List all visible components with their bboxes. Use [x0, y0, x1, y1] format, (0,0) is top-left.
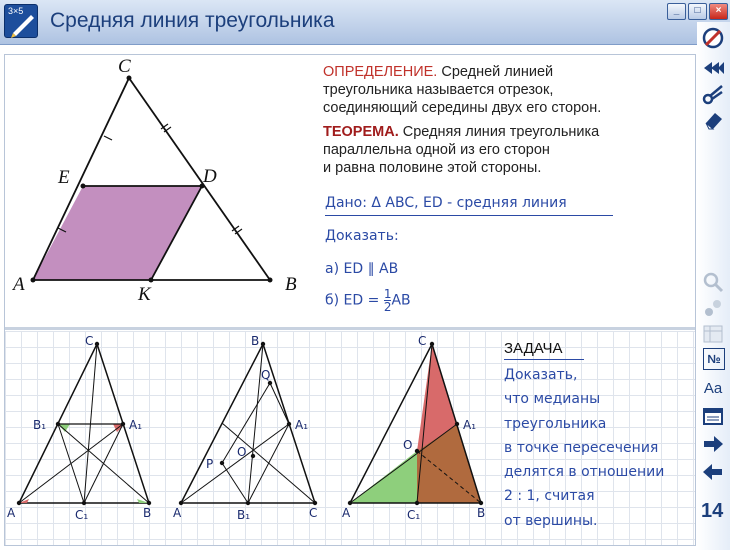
figure-2-centroid-proof [173, 334, 317, 522]
task-underline [504, 359, 584, 360]
right-toolbar [697, 22, 730, 550]
next-icon[interactable] [701, 432, 725, 456]
minimize-button[interactable]: _ [667, 3, 686, 20]
given-underline [325, 215, 613, 216]
figure-3-area-split [342, 334, 485, 522]
prove-item-b-prefix: б) ED = [325, 292, 380, 309]
fig2-a1-label: A₁ [295, 418, 309, 432]
title-bar [0, 0, 730, 45]
maximize-button[interactable]: □ [688, 3, 707, 20]
fig2-c-label: C [309, 506, 318, 520]
task-line: Доказать, [504, 367, 578, 383]
vertex-b-label: B [285, 274, 297, 295]
fig2-q-label: Q [261, 368, 271, 382]
fig2-a-label: A [173, 506, 182, 520]
fig2-b-label: B [251, 334, 260, 348]
vertex-c-label: C [118, 56, 131, 77]
theorem-line-1: Средняя линия треугольника [402, 124, 600, 140]
prove-item-b [325, 288, 411, 313]
theorem-panel [5, 55, 695, 325]
eraser-icon[interactable] [701, 108, 725, 132]
fig3-a1-label: A₁ [463, 418, 477, 432]
task-text [504, 363, 694, 533]
fig3-b-label: B [477, 506, 486, 520]
definition-line-1: Средней линией [441, 64, 554, 80]
number-icon[interactable]: № [703, 348, 725, 370]
fig1-a-label: A [7, 506, 16, 520]
no-entry-icon[interactable] [701, 26, 725, 50]
fig1-c-label: C [85, 334, 94, 348]
main-triangle-figure [5, 55, 315, 325]
definition-line-2: треугольника называется отрезок, [323, 82, 554, 98]
window-title: Средняя линия треугольника [50, 9, 335, 32]
task-line: в точке пересечения [504, 439, 659, 456]
pencil-icon [5, 5, 39, 39]
fig2-p-label: P [206, 457, 214, 471]
rewind-icon[interactable] [701, 56, 725, 80]
theorem-label: ТЕОРЕМА. [323, 124, 399, 140]
fig3-o-label: O [403, 438, 413, 452]
theorem-line-3: и равна половине этой стороны. [323, 160, 542, 176]
definition-line-3: соединяющий середины двух его сторон. [323, 100, 602, 116]
font-icon[interactable]: Aa [703, 379, 723, 397]
fig3-a-label: A [342, 506, 351, 520]
page-number: 14 [701, 500, 724, 522]
fig2-b1-label: B₁ [237, 508, 251, 522]
fig3-c1-label: C₁ [407, 508, 421, 522]
theorem-line-2: параллельна одной из его сторон [323, 142, 550, 158]
fig1-b-label: B [143, 506, 152, 520]
prove-label: Доказать: [325, 228, 399, 244]
task-line: треугольника [504, 415, 607, 432]
given-text: Дано: Δ ABC, ED - средняя линия [325, 195, 567, 211]
task-line: делятся в отношении [504, 464, 665, 481]
task-title: ЗАДАЧА [504, 340, 563, 357]
point-d-label: D [203, 166, 217, 187]
task-line: что медианы [504, 391, 601, 408]
app-icon-label: 3×5 [8, 6, 24, 16]
fig1-b1-label: B₁ [33, 418, 47, 432]
fig2-o-label: O [237, 445, 247, 459]
fig1-a1-label: A₁ [129, 418, 143, 432]
table-icon[interactable] [701, 322, 725, 346]
settings-icon[interactable] [701, 296, 725, 320]
scissors-icon[interactable] [701, 82, 725, 106]
vertex-a-label: A [13, 274, 25, 295]
point-k-label: K [138, 284, 151, 305]
back-icon[interactable] [701, 460, 725, 484]
app-icon[interactable] [4, 4, 38, 38]
prove-item-b-suffix: AB [391, 292, 411, 309]
definition-text [323, 63, 693, 177]
definition-label: ОПРЕДЕЛЕНИЕ. [323, 64, 438, 80]
fig1-c1-label: C₁ [75, 508, 89, 522]
task-line: 2 : 1, считая [504, 488, 595, 505]
point-e-label: E [58, 167, 70, 188]
zoom-icon[interactable] [701, 270, 725, 294]
close-button[interactable]: × [709, 3, 728, 20]
panel-divider [5, 327, 695, 330]
task-line: от вершины. [504, 512, 598, 529]
prove-item-a: а) ED ∥ AB [325, 261, 399, 277]
fraction-denominator: 2 [383, 300, 392, 314]
fig3-c-label: C [418, 334, 427, 348]
median-figures [5, 331, 505, 545]
fraction-numerator: 1 [383, 287, 392, 301]
calendar-icon[interactable] [701, 404, 725, 428]
figure-1-centroid [7, 334, 151, 522]
